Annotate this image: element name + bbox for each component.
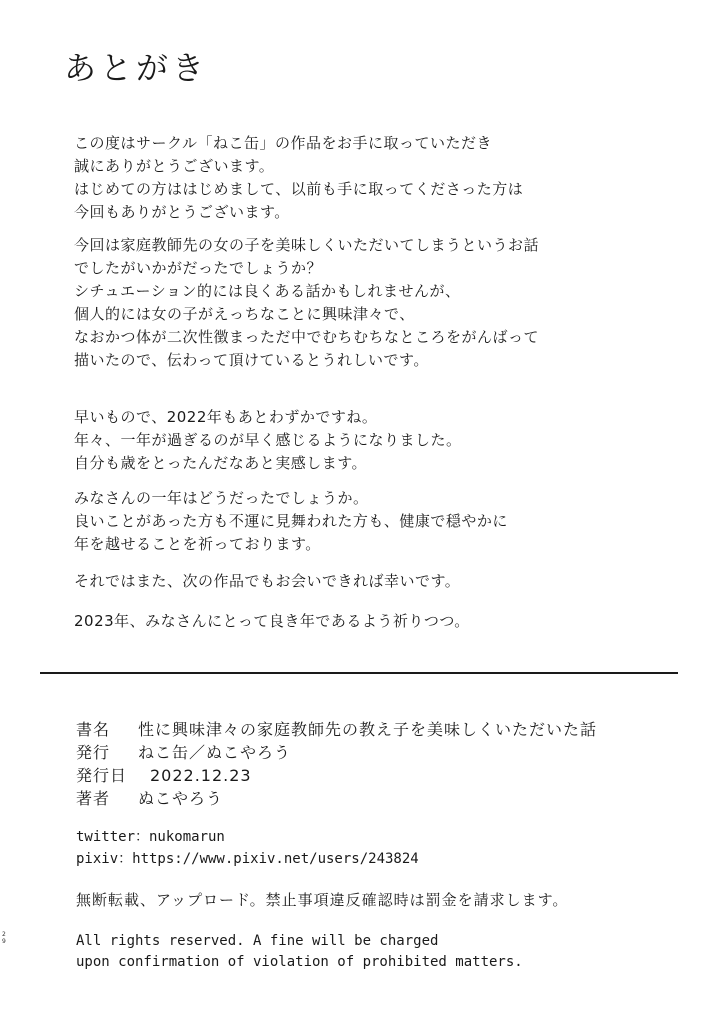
- text-line: それではまた、次の作品でもお会いできれば幸いです。: [74, 572, 461, 590]
- text-line: 年々、一年が過ぎるのが早く感じるようになりました。: [74, 431, 462, 449]
- text-line: All rights reserved. A fine will be charged: [76, 933, 439, 949]
- text-line: 自分も歳をとったんだなあと実感します。: [74, 454, 368, 472]
- divider-line: [40, 672, 678, 674]
- twitter-handle: twitter：nukomarun: [76, 829, 225, 845]
- colophon-book-row: [76, 718, 597, 741]
- social-links: [76, 826, 419, 870]
- colophon-publisher-row: [76, 741, 597, 764]
- afterword-title: あとがき: [64, 49, 209, 87]
- text-line: 今回もありがとうございます。: [74, 203, 290, 221]
- paragraph-wishes: [74, 487, 508, 556]
- paragraph-year-end: [74, 406, 462, 475]
- publish-date: 2022.12.23: [150, 766, 252, 785]
- paragraph-farewell: [74, 570, 460, 593]
- publisher-label: 発行: [76, 743, 111, 762]
- page-number: 29: [2, 931, 6, 945]
- text-line: 良いことがあった方も不運に見舞われた方も、健康で穏やかに: [74, 512, 508, 530]
- text-line: でしたがいかがだったでしょうか？: [74, 259, 323, 277]
- text-line: 2023年、みなさんにとって良き年であるよう祈りつつ。: [74, 612, 470, 630]
- text-line: 描いたので、伝わって頂けているとうれしいです。: [74, 351, 429, 369]
- pixiv-link: pixiv：https://www.pixiv.net/users/243824: [76, 851, 419, 867]
- text-line: はじめての方ははじめまして、以前も手に取ってくださった方は: [74, 180, 524, 198]
- text-line: 早いもので、2022年もあとわずかですね。: [74, 408, 378, 426]
- text-line: 誠にありがとうございます。: [74, 157, 275, 175]
- copyright-notice-english: [76, 931, 523, 973]
- publisher-name: ねこ缶／ぬこやろう: [138, 743, 292, 762]
- author-name: ぬこやろう: [138, 789, 224, 808]
- text-line: 個人的には女の子がえっちなことに興味津々で、: [74, 305, 415, 323]
- copyright-notice-japanese: 無断転載、アップロード。禁止事項違反確認時は罰金を請求します。: [76, 891, 569, 909]
- book-label: 書名: [76, 720, 111, 739]
- paragraph-story: [74, 234, 539, 372]
- paragraph-greeting: [74, 132, 523, 224]
- colophon-author-row: [76, 787, 597, 810]
- paragraph-new-year: [74, 610, 470, 633]
- author-label: 著者: [76, 789, 111, 808]
- colophon: [76, 718, 597, 810]
- text-line: みなさんの一年はどうだったでしょうか。: [74, 489, 369, 507]
- book-title: 性に興味津々の家庭教師先の教え子を美味しくいただいた話: [138, 720, 598, 739]
- text-line: シチュエーション的には良くある話かもしれませんが、: [74, 282, 461, 300]
- text-line: この度はサークル「ねこ缶」の作品をお手に取っていただき: [74, 134, 493, 152]
- text-line: なおかつ体が二次性徴まっただ中でむちむちなところをがんばって: [74, 328, 540, 346]
- text-line: 年を越せることを祈っております。: [74, 535, 321, 553]
- colophon-date-row: [76, 764, 597, 787]
- text-line: upon confirmation of violation of prohibited matters.: [76, 954, 523, 970]
- date-label: 発行日: [76, 766, 128, 785]
- text-line: 今回は家庭教師先の女の子を美味しくいただいてしまうというお話: [74, 236, 540, 254]
